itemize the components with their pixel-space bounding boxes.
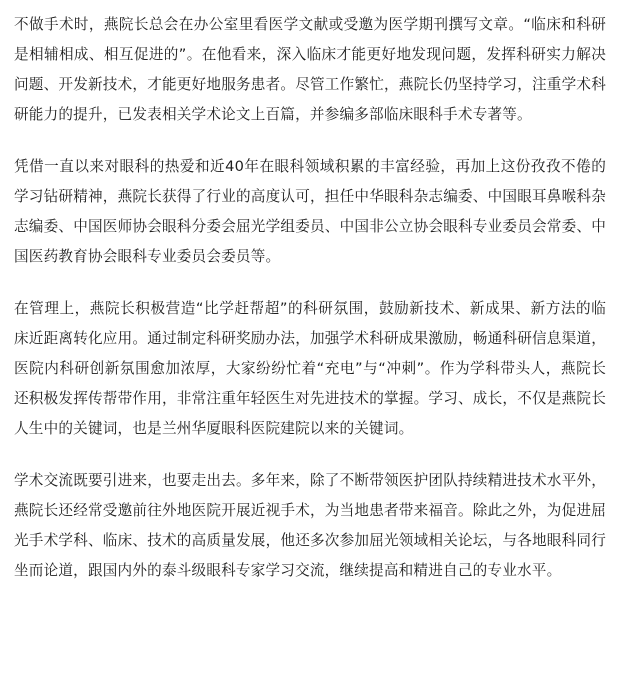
paragraph-4: 学术交流既要引进来，也要走出去。多年来，除了不断带领医护团队持续精进技术水平外，燕院长还经常受邀前往外地医院开展近视手术，为当地患者带来福音。除此之外，为促进屈光手术学科、临床、技术的高质量发展，他还多次参加屈光领域相关论坛，与各地眼科同行坐而论道，跟国内外的泰斗级眼科专家学习交流，继续提高和精进自己的专业水平。: [14, 472, 606, 579]
paragraph-2: 凭借一直以来对眼科的热爱和近40年在眼科领域积累的丰富经验，再加上这份孜孜不倦的学习钻研精神，燕院长获得了行业的高度认可，担任中华眼科杂志编委、中国眼耳鼻喉科杂志编委、中国医师协会眼科分委会屈光学组委员、中国非公立协会眼科专业委员会常委、中国医药教育协会眼科专业委员会委员等。: [14, 158, 606, 265]
paragraph-3: 在管理上，燕院长积极营造“比学赶帮超”的科研氛围，鼓励新技术、新成果、新方法的临床近距离转化应用。通过制定科研奖励办法，加强学术科研成果激励，畅通科研信息渠道，医院内科研创新氛围愈加浓厚，大家纷纷忙着“充电”与“冲刺”。作为学科带头人，燕院长还积极发挥传帮带作用，非常注重年轻医生对先进技术的掌握。学习、成长，不仅是燕院长人生中的关键词，也是兰州华厦眼科医院建院以来的关键词。: [14, 300, 606, 437]
paragraph-1: 不做手术时，燕院长总会在办公室里看医学文献或受邀为医学期刊撰写文章。“临床和科研是相辅相成、相互促进的”。在他看来，深入临床才能更好地发现问题，发挥科研实力解决问题、开发新技术，才能更好地服务患者。尽管工作繁忙，燕院长仍坚持学习，注重学术科研能力的提升，已发表相关学术论文上百篇，并参编多部临床眼科手术专著等。: [14, 16, 606, 123]
